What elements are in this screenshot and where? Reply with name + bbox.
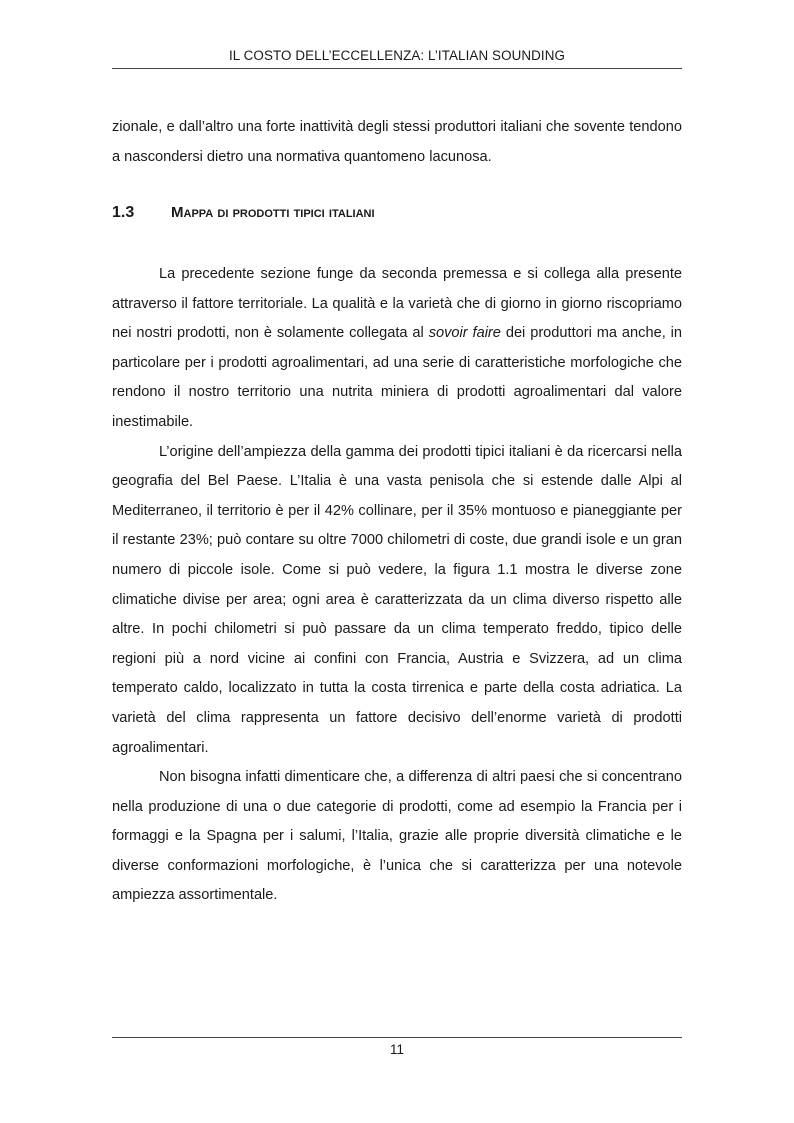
paragraph-1-italic-term: sovoir faire: [428, 325, 501, 342]
continuation-paragraph: zionale, e dall’altro una forte inattività degli stessi produttori italiani che sovente tendono a nascondersi dietro una normativa quantomeno lacunosa.: [112, 119, 682, 165]
running-header: IL COSTO DELL’ECCELLENZA: L’ITALIAN SOUNDING: [228, 48, 566, 63]
section-number: 1.3: [112, 204, 135, 221]
paragraph-1-part-b: dei produttori ma anche, in particolare per i prodotti agroalimentari, ad una serie di caratteristiche morfologiche che rendono il nostro territorio una nutrita miniera di prodotti agroalimentari dal valore inestimabile.: [112, 325, 683, 430]
paragraph-1: [112, 260, 682, 438]
section-body: [112, 260, 682, 911]
header-divider: [112, 68, 682, 69]
footer-divider: [112, 1037, 682, 1038]
page-number: 11: [390, 1042, 404, 1057]
paragraph-1-part-a: La precedente sezione funge da seconda premessa e si collega alla presente attraverso il fattore territoriale. La qualità e la varietà che di giorno in giorno riscopriamo nei nostri prodotti, non è solamente collegata al: [112, 266, 682, 342]
paragraph-2: L’origine dell’ampiezza della gamma dei prodotti tipici italiani è da ricercarsi nella geografia del Bel Paese. L’Italia è una vasta penisola che si estende dalle Alpi al Mediterraneo, il territorio è per il 42% collinare, per il 35% montuoso e pianeggiante per il restante 23%; può contare su oltre 7000 chilometri di coste, due grandi isole e un gran numero di piccole isole. Come si può vedere, la figura 1.1 mostra le diverse zone climatiche divise per area; ogni area è caratterizzata da un clima diverso rispetto alle altre. In pochi chilometri si può passare da un clima temperato freddo, tipico delle regioni più a nord vicine ai confini con Francia, Austria e Svizzera, ad un clima temperato caldo, localizzato in tutta la costa tirrenica e parte della costa adriatica. La varietà del clima rappresenta un fattore decisivo dell’enorme varietà di prodotti agroalimentari.: [112, 443, 682, 756]
section-heading: [112, 204, 682, 222]
paragraph-3: Non bisogna infatti dimenticare che, a differenza di altri paesi che si concentrano nella produzione di una o due categorie di prodotti, come ad esempio la Francia per i formaggi e la Spagna per i salumi, l’Italia, grazie alle proprie diversità climatiche e le diverse conformazioni morfologiche, è l’unica che si caratterizza per una notevole ampiezza assortimentale.: [112, 769, 682, 904]
section-title: Mappa di prodotti tipici italiani: [171, 204, 375, 221]
